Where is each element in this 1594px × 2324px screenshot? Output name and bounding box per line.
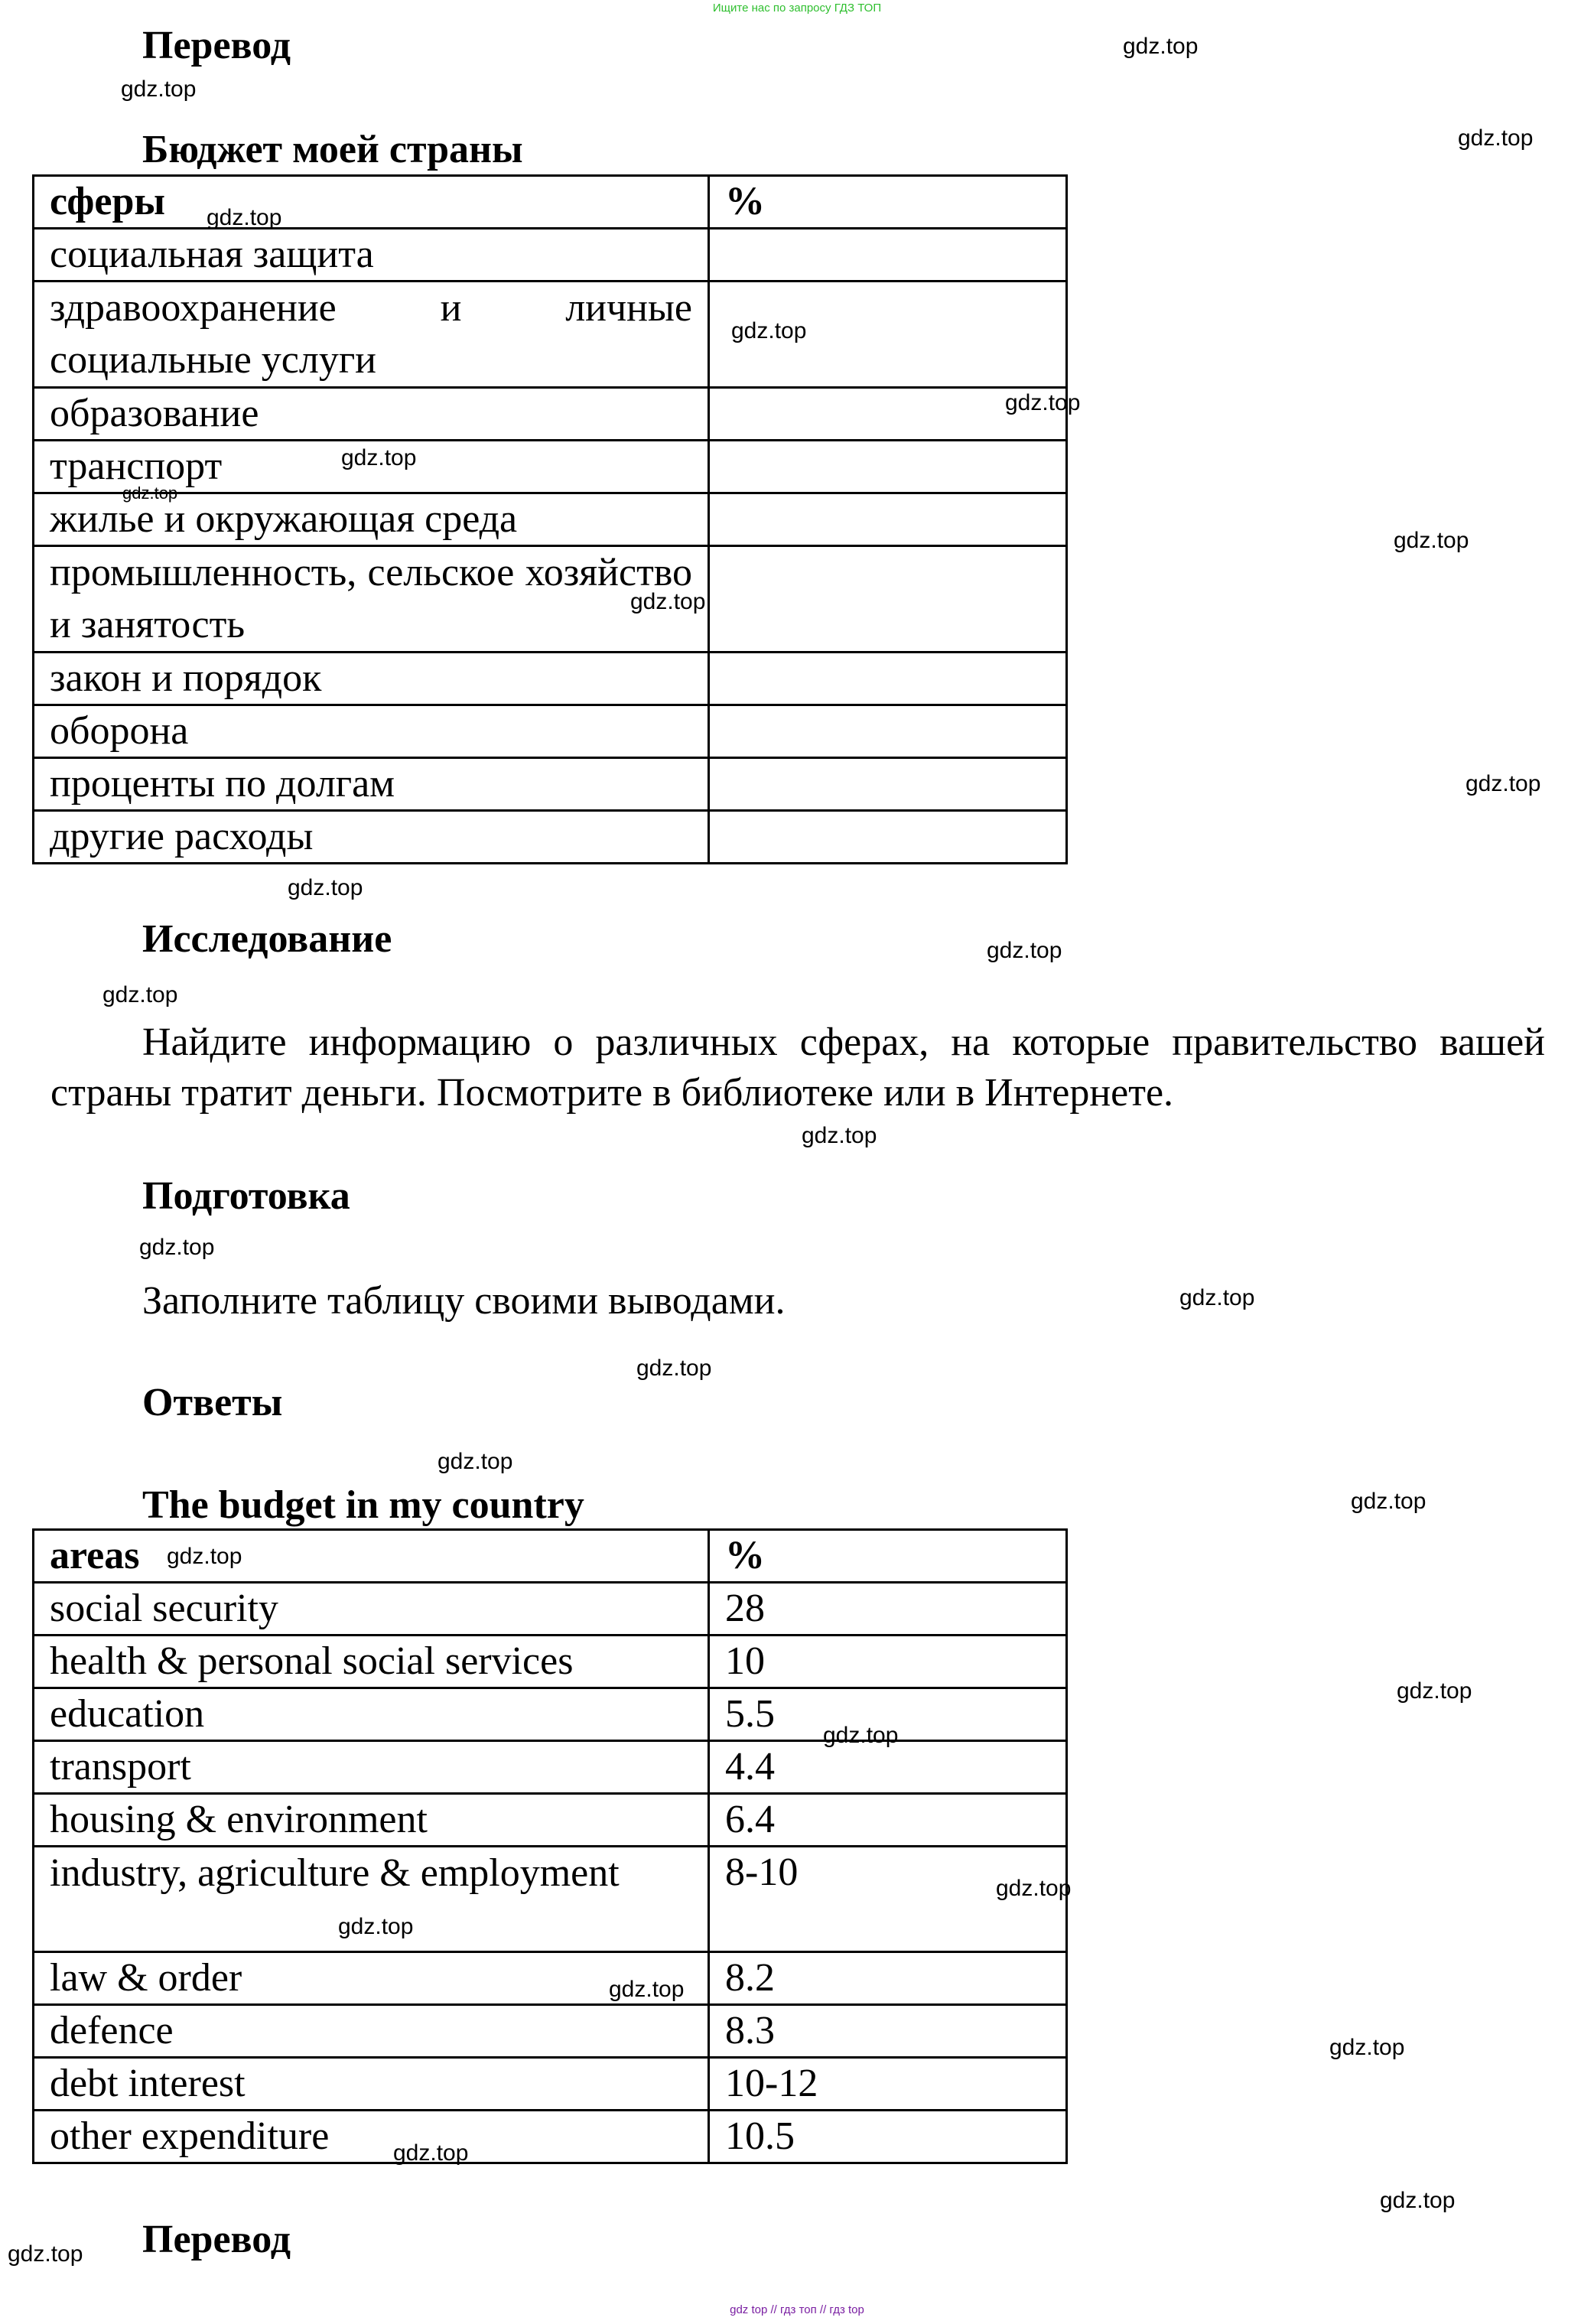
table-row bbox=[34, 1636, 1067, 1688]
area-cell: housing & environment bbox=[34, 1794, 709, 1847]
watermark: gdz.top bbox=[987, 938, 1062, 963]
heading-otvety: Ответы bbox=[142, 1381, 283, 1424]
area-cell: health & personal social services bbox=[34, 1636, 709, 1688]
table-row bbox=[34, 1847, 1067, 1952]
watermark: gdz.top bbox=[121, 76, 197, 102]
table-header-row bbox=[34, 176, 1067, 229]
header-cell-percent: % bbox=[709, 176, 1067, 229]
table-row bbox=[34, 811, 1067, 864]
watermark: gdz.top bbox=[802, 1123, 877, 1148]
heading-budget-ru: Бюджет моей страны bbox=[142, 128, 523, 171]
watermark: gdz.top bbox=[1394, 528, 1469, 553]
watermark: gdz.top bbox=[731, 318, 807, 343]
area-cell: debt interest bbox=[34, 2058, 709, 2111]
watermark: gdz.top bbox=[996, 1876, 1072, 1901]
watermark: gdz.top bbox=[1329, 2035, 1405, 2060]
area-cell: жилье и окружающая среда bbox=[34, 493, 709, 546]
area-cell: другие расходы bbox=[34, 811, 709, 864]
area-cell: other expenditure bbox=[34, 2111, 709, 2163]
value-cell bbox=[709, 811, 1067, 864]
area-cell: defence bbox=[34, 2005, 709, 2058]
research-paragraph: Найдите информацию о различных сферах, на которые правительство вашей страны тратит деньги. Посмотрите в библиотеке или в Интернете. bbox=[50, 1020, 1545, 1115]
prep-paragraph: Заполните таблицу своими выводами. bbox=[142, 1279, 786, 1323]
value-cell: 5.5 bbox=[709, 1688, 1067, 1741]
watermark: gdz.top bbox=[1380, 2188, 1456, 2213]
value-cell: 6.4 bbox=[709, 1794, 1067, 1847]
table-row bbox=[34, 546, 1067, 653]
budget-table-ru bbox=[32, 174, 1068, 864]
budget-table-en bbox=[32, 1528, 1068, 2164]
watermark: gdz.top bbox=[8, 2241, 83, 2267]
header-cell-areas: areas bbox=[34, 1530, 709, 1583]
value-cell bbox=[709, 705, 1067, 758]
area-cell: закон и порядок bbox=[34, 653, 709, 705]
value-cell: 4.4 bbox=[709, 1741, 1067, 1794]
watermark: gdz.top bbox=[1351, 1489, 1426, 1514]
watermark: gdz.top bbox=[438, 1449, 513, 1474]
value-cell: 8.2 bbox=[709, 1952, 1067, 2005]
watermark: gdz.top bbox=[1458, 125, 1534, 151]
table-row bbox=[34, 653, 1067, 705]
area-cell: проценты по долгам bbox=[34, 758, 709, 811]
value-cell bbox=[709, 493, 1067, 546]
header-cell-percent: % bbox=[709, 1530, 1067, 1583]
table-row bbox=[34, 1688, 1067, 1741]
bottom-banner: gdz top // гдз топ // гдз top bbox=[730, 2303, 864, 2316]
table-row bbox=[34, 2005, 1067, 2058]
watermark: gdz.top bbox=[139, 1235, 215, 1260]
watermark: gdz.top bbox=[1397, 1678, 1472, 1704]
heading-budget-en: The budget in my country bbox=[142, 1483, 584, 1527]
area-cell: транспорт bbox=[34, 441, 709, 493]
area-cell: education bbox=[34, 1688, 709, 1741]
value-cell: 10.5 bbox=[709, 2111, 1067, 2163]
watermark: gdz.top bbox=[630, 589, 706, 614]
watermark: gdz.top bbox=[1179, 1285, 1255, 1310]
value-cell: 10 bbox=[709, 1636, 1067, 1688]
watermark: gdz.top bbox=[609, 1977, 685, 2002]
table-row bbox=[34, 705, 1067, 758]
watermark: gdz.top bbox=[636, 1356, 712, 1381]
value-cell: 10-12 bbox=[709, 2058, 1067, 2111]
table-row bbox=[34, 493, 1067, 546]
table-row bbox=[34, 1952, 1067, 2005]
table-row bbox=[34, 2058, 1067, 2111]
watermark: gdz.top bbox=[338, 1914, 414, 1939]
area-cell: social security bbox=[34, 1583, 709, 1636]
heading-issledovanie: Исследование bbox=[142, 917, 392, 961]
area-cell: здравоохранение и личные социальные услуги bbox=[34, 282, 709, 388]
watermark: gdz.top bbox=[207, 205, 282, 230]
watermark: gdz.top bbox=[1005, 390, 1081, 415]
table-row bbox=[34, 441, 1067, 493]
table-row bbox=[34, 1583, 1067, 1636]
heading-perevod-2: Перевод bbox=[142, 2218, 291, 2261]
header-cell-areas: сферы bbox=[34, 176, 709, 229]
area-cell: оборона bbox=[34, 705, 709, 758]
watermark: gdz.top bbox=[1466, 771, 1541, 796]
area-cell: образование bbox=[34, 388, 709, 441]
watermark: gdz.top bbox=[341, 445, 417, 470]
table-row bbox=[34, 229, 1067, 282]
value-cell: 28 bbox=[709, 1583, 1067, 1636]
value-cell bbox=[709, 441, 1067, 493]
value-cell: 8.3 bbox=[709, 2005, 1067, 2058]
top-banner: Ищите нас по запросу ГДЗ ТОП bbox=[712, 2, 882, 15]
watermark: gdz.top bbox=[288, 875, 363, 900]
table-row bbox=[34, 1741, 1067, 1794]
table-row bbox=[34, 282, 1067, 388]
table-row bbox=[34, 2111, 1067, 2163]
value-cell bbox=[709, 546, 1067, 653]
area-cell: law & order bbox=[34, 1952, 709, 2005]
watermark: gdz.top bbox=[393, 2140, 469, 2166]
watermark: gdz.top bbox=[167, 1544, 242, 1569]
value-cell bbox=[709, 229, 1067, 282]
table-row bbox=[34, 1794, 1067, 1847]
watermark: gdz.top bbox=[122, 483, 178, 503]
value-cell bbox=[709, 653, 1067, 705]
area-cell: industry, agriculture & employment bbox=[34, 1847, 709, 1952]
table-row bbox=[34, 758, 1067, 811]
area-cell: промышленность, сельское хозяйство и занятость bbox=[34, 546, 709, 653]
heading-perevod: Перевод bbox=[142, 24, 291, 67]
area-cell: transport bbox=[34, 1741, 709, 1794]
value-cell bbox=[709, 758, 1067, 811]
area-cell: социальная защита bbox=[34, 229, 709, 282]
watermark: gdz.top bbox=[1123, 34, 1199, 59]
heading-podgotovka: Подготовка bbox=[142, 1174, 350, 1218]
table-row bbox=[34, 388, 1067, 441]
watermark: gdz.top bbox=[102, 982, 178, 1007]
watermark: gdz.top bbox=[823, 1723, 899, 1748]
value-cell: 8-10 bbox=[709, 1847, 1067, 1952]
